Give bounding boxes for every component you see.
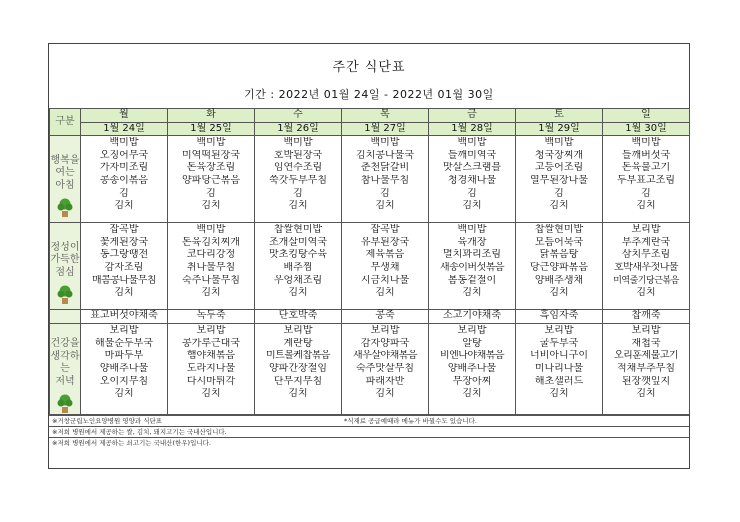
menu-item: 김치콩나물국 (356, 149, 414, 161)
menu-item: 찹쌀현미밥 (273, 224, 323, 236)
menu-cell (255, 136, 342, 223)
note-line: ※저희 병원에서 제공하는 쌀, 김치, 돼지고기는 국내산입니다. (49, 426, 689, 437)
menu-item: 육개장 (457, 236, 487, 248)
menu-item: 보리밥 (457, 325, 487, 337)
date-header: 1월 26일 (255, 122, 342, 136)
day-header: 수 (255, 109, 342, 123)
potted-plant-icon (50, 198, 80, 218)
menu-item: 김치 (462, 388, 482, 400)
menu-item: 김치 (462, 200, 482, 212)
menu-item: 김치 (114, 287, 134, 299)
menu-item: 양배추생채 (534, 274, 584, 286)
menu-item: 백미밥 (283, 137, 313, 149)
menu-item: 김치 (549, 287, 569, 299)
menu-item: 너비아니구이 (530, 350, 588, 362)
menu-item: 보리밥 (544, 325, 574, 337)
menu-item: 배추찜 (283, 261, 313, 273)
snack-cell: 소고기야채죽 (429, 310, 516, 324)
menu-item: 들깨미역국 (447, 149, 497, 161)
menu-item: 굴두부국 (539, 337, 579, 349)
menu-item: 김치 (549, 388, 569, 400)
corner-label: 구분 (50, 109, 81, 136)
menu-cell (516, 223, 603, 310)
menu-item: 김 (380, 187, 390, 199)
meal-label-line: 저녁 (55, 375, 75, 387)
day-header-row (50, 109, 690, 123)
menu-item: 김 (119, 187, 129, 199)
menu-item: 계란탕 (283, 337, 313, 349)
menu-item: 찹쌀현미밥 (534, 224, 584, 236)
menu-item: 김치 (375, 287, 395, 299)
menu-item: 양파당근볶음 (182, 174, 240, 186)
menu-item: 들깨버섯국 (621, 149, 671, 161)
menu-item: 열무된장나물 (530, 174, 588, 186)
day-header: 금 (429, 109, 516, 123)
menu-item: 적채부추무침 (617, 362, 675, 374)
menu-item: 비엔나야채볶음 (439, 350, 505, 362)
menu-item: 김 (293, 187, 303, 199)
meal-label-line: 가득한 (50, 254, 80, 266)
meal-row (50, 223, 690, 310)
menu-cell (168, 223, 255, 310)
menu-item: 양파간장절임 (269, 362, 327, 374)
menu-item: 백미밥 (196, 224, 226, 236)
menu-item: 김치 (114, 200, 134, 212)
meal-row (50, 136, 690, 223)
menu-item: 보리밥 (631, 224, 661, 236)
meal-label (50, 223, 81, 310)
menu-item: 무생채 (370, 261, 400, 273)
menu-cell (168, 136, 255, 223)
menu-item: 잡곡밥 (109, 224, 139, 236)
menu-item: 시금치나물 (360, 274, 410, 286)
potted-plant-icon (50, 394, 80, 414)
menu-item: 김치 (288, 388, 308, 400)
snack-cell: 콩죽 (342, 310, 429, 324)
menu-item: 맛초킹탕수육 (269, 249, 327, 261)
menu-item: 돈육장조림 (186, 162, 236, 174)
menu-item: 호박새우젓나물 (613, 261, 679, 273)
menu-item: 춘천닭갈비 (360, 162, 410, 174)
day-header: 월 (81, 109, 168, 123)
menu-item: 콩송이볶음 (99, 174, 149, 186)
menu-item: 오리훈제불고기 (613, 350, 679, 362)
menu-table (49, 108, 690, 415)
menu-item: 파래자반 (365, 375, 405, 387)
date-header: 1월 28일 (429, 122, 516, 136)
menu-item: 오징어무국 (99, 149, 149, 161)
menu-item: 잡곡밥 (370, 224, 400, 236)
menu-item: 부추계란국 (621, 236, 671, 248)
menu-item: 백미밥 (457, 224, 487, 236)
menu-item: 봄동겉절이 (447, 274, 497, 286)
menu-item: 청경채나물 (447, 174, 497, 186)
snack-label (50, 310, 81, 324)
menu-item: 콩가루근대국 (182, 337, 240, 349)
menu-item: 미나리나물 (534, 362, 584, 374)
snack-cell: 표고버섯야채죽 (81, 310, 168, 324)
menu-cell (429, 223, 516, 310)
menu-sheet (48, 43, 690, 469)
menu-item: 모듬어묵국 (534, 236, 584, 248)
menu-item: 보리밥 (196, 325, 226, 337)
menu-item: 도라지나물 (186, 362, 236, 374)
menu-item: 보리밥 (370, 325, 400, 337)
menu-item: 보리밥 (283, 325, 313, 337)
menu-item: 백미밥 (457, 137, 487, 149)
menu-cell (603, 324, 690, 414)
menu-item: 김치 (636, 388, 656, 400)
menu-item: 동그랑땡전 (99, 249, 149, 261)
meal-row (50, 324, 690, 414)
menu-item: 김치 (201, 388, 221, 400)
menu-item: 코다리강정 (186, 249, 236, 261)
menu-item: 오이지무침 (99, 375, 149, 387)
menu-item: 보리밥 (631, 325, 661, 337)
menu-item: 김 (467, 187, 477, 199)
menu-cell (255, 223, 342, 310)
date-header: 1월 27일 (342, 122, 429, 136)
meal-label-line: 여는 (55, 167, 75, 179)
meal-label-line: 행복을 (50, 154, 80, 166)
menu-item: 김치 (288, 200, 308, 212)
menu-item: 호박된장국 (273, 149, 323, 161)
menu-item: 김 (206, 187, 216, 199)
meal-label-line: 건강을 (50, 338, 80, 350)
menu-item: 감자양파국 (360, 337, 410, 349)
menu-cell (255, 324, 342, 414)
snack-row (50, 310, 690, 324)
menu-cell (603, 136, 690, 223)
menu-cell (81, 324, 168, 414)
menu-item: 햄야채볶음 (186, 350, 236, 362)
menu-cell (516, 136, 603, 223)
day-header: 화 (168, 109, 255, 123)
menu-item: 김 (641, 187, 651, 199)
menu-item: 김치 (549, 200, 569, 212)
menu-item: 알탕 (462, 337, 482, 349)
menu-item: 백미밥 (370, 137, 400, 149)
meal-label-line: 아침 (55, 179, 75, 191)
day-header: 목 (342, 109, 429, 123)
menu-item: 임연수조림 (273, 162, 323, 174)
menu-item: 삼치무조림 (621, 249, 671, 261)
menu-item: 청국장찌개 (534, 149, 584, 161)
menu-item: 백미밥 (544, 137, 574, 149)
day-header: 토 (516, 109, 603, 123)
menu-item: 김치 (462, 287, 482, 299)
menu-cell (516, 324, 603, 414)
menu-item: 미역줄기당근볶음 (613, 275, 679, 286)
date-header: 1월 24일 (81, 122, 168, 136)
menu-item: 매콤콩나물무침 (91, 274, 157, 286)
menu-item: 김치 (201, 200, 221, 212)
menu-item: 된장깻잎지 (621, 375, 671, 387)
menu-item: 우엉채조림 (273, 274, 323, 286)
menu-cell (603, 223, 690, 310)
menu-item: 쑥갓두부무침 (269, 174, 327, 186)
menu-item: 닭볶음탕 (539, 249, 579, 261)
meal-label-line: 생각하는 (50, 350, 80, 375)
menu-item: 백미밥 (109, 137, 139, 149)
menu-cell (429, 324, 516, 414)
menu-item: 참나물무침 (360, 174, 410, 186)
menu-item: 단무지무침 (273, 375, 323, 387)
menu-item: 백미밥 (631, 137, 661, 149)
menu-item: 새송이버섯볶음 (439, 261, 505, 273)
period-text: 기간 : 2022년 01월 24일 - 2022년 01월 30일 (244, 88, 494, 101)
snack-cell: 흑임자죽 (516, 310, 603, 324)
menu-item: 마파두부 (104, 350, 144, 362)
menu-cell (342, 324, 429, 414)
menu-item: 양배추나물 (99, 362, 149, 374)
menu-item: 무장아찌 (452, 375, 492, 387)
menu-item: 숙주나물무침 (182, 274, 240, 286)
menu-item: 해초샐러드 (534, 375, 584, 387)
menu-item: 김치 (288, 287, 308, 299)
menu-item: 감자조림 (104, 261, 144, 273)
menu-item: 해물순두부국 (95, 337, 153, 349)
menu-item: 숙주맛살무침 (356, 362, 414, 374)
meal-label-line: 점심 (55, 266, 75, 278)
menu-item: 김치 (114, 388, 134, 400)
date-header: 1월 30일 (603, 122, 690, 136)
menu-item: 가자미조림 (99, 162, 149, 174)
note-change: *식재료 공급예때라 메뉴가 바뀔수도 있습니다. (344, 417, 477, 425)
snack-cell: 녹두죽 (168, 310, 255, 324)
menu-item: 멸치꽈리조림 (443, 249, 501, 261)
menu-item: 두부표고조림 (617, 174, 675, 186)
menu-item: 김치 (375, 388, 395, 400)
meal-label-line: 정성이 (50, 241, 80, 253)
menu-item: 양배추나물 (447, 362, 497, 374)
menu-item: 김 (554, 187, 564, 199)
menu-item: 제육볶음 (365, 249, 405, 261)
meal-label (50, 324, 81, 414)
menu-item: 유부된장국 (360, 236, 410, 248)
menu-item: 돈육불고기 (621, 162, 671, 174)
menu-item: 김치 (636, 200, 656, 212)
menu-item: 새우살야채볶음 (352, 350, 418, 362)
menu-item: 고등어조림 (534, 162, 584, 174)
date-header-row (50, 122, 690, 136)
menu-item: 맛살스크램블 (443, 162, 501, 174)
menu-item: 백미밥 (196, 137, 226, 149)
snack-cell: 찹깨죽 (603, 310, 690, 324)
page-title: 주간 식단표 (332, 60, 406, 75)
menu-item: 재첩국 (631, 337, 661, 349)
menu-item: 김치 (201, 287, 221, 299)
date-header: 1월 25일 (168, 122, 255, 136)
menu-item: 취나물무침 (186, 261, 236, 273)
menu-item: 김치 (375, 200, 395, 212)
menu-item: 돈육김치찌개 (182, 236, 240, 248)
menu-cell (81, 136, 168, 223)
menu-item: 조개살미역국 (269, 236, 327, 248)
note-line (49, 415, 689, 426)
potted-plant-icon (50, 285, 80, 305)
note-line: ※저희 병원에서 제공하는 쇠고기는 국내산(한우)입니다. (49, 437, 689, 448)
menu-cell (342, 223, 429, 310)
day-header: 일 (603, 109, 690, 123)
menu-item: 김치 (636, 287, 656, 299)
menu-cell (168, 324, 255, 414)
menu-item: 다시마튀각 (186, 375, 236, 387)
meal-label (50, 136, 81, 223)
menu-item: 미역떡된장국 (182, 149, 240, 161)
note-origin: ※거창군립노인요양병원 영양과 식단표 (52, 417, 163, 425)
snack-cell: 단호박죽 (255, 310, 342, 324)
menu-cell (81, 223, 168, 310)
menu-item: 당근양파볶음 (530, 261, 588, 273)
menu-item: 보리밥 (109, 325, 139, 337)
menu-item: 미트볼케찹볶음 (265, 350, 331, 362)
menu-item: 꽃게된장국 (99, 236, 149, 248)
menu-cell (342, 136, 429, 223)
date-header: 1월 29일 (516, 122, 603, 136)
menu-cell (429, 136, 516, 223)
